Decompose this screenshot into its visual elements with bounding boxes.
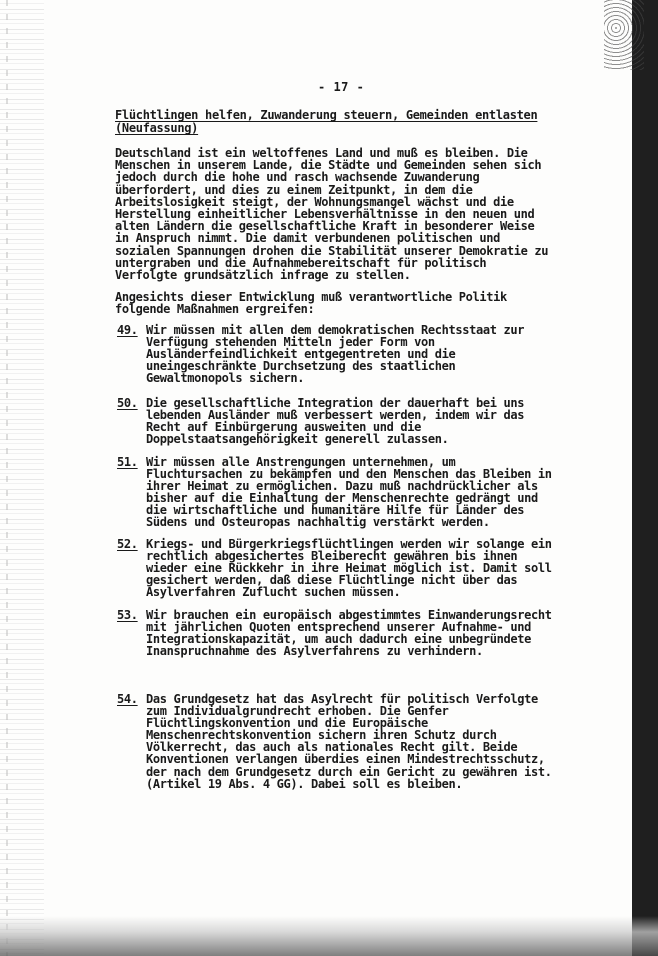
item-text: Das Grundgesetz hat das Asylrecht für politisch Verfolgte zum Individualgrundrecht erhoben. Die Genfer Flüchtlingskonvention und die Europäische Menschenrechtskonvention sichern ihren Schutz durch Völkerrecht, das auch als nationales Recht gilt. Beide Konventionen verlangen überdies einen Mindestrechtsschutz, der nach dem Grundgesetz durch ein Gericht zu gewähren ist. (Artikel 19 Abs. 4 GG). Dabei soll es bleiben. [146, 692, 552, 791]
intro-paragraph: Deutschland ist ein weltoffenes Land und muß es bleiben. Die Menschen in unserem Lande, die Städte und Gemeinden sehen sich jedoch durch die hohe und rasch wachsende Zuwanderung überfordert, und dies zu einem Zeitpunkt, in dem die Arbeitslosigkeit steigt, der Wohnungsmangel wächst und die Herstellung einheitlicher Lebensverhältnisse in den neuen und alten Ländern die gesellschaftliche Kraft in besonderer Weise in Anspruch nimmt. Die damit verbundenen politischen und sozialen Spannungen drohen die Stabilität unserer Demokratie zu untergraben und die Aufnahmebereitschaft für politisch Verfolgte grundsätzlich infrage zu stellen. [115, 146, 549, 283]
scan-edge-bottom [0, 916, 658, 956]
item-text: Wir müssen mit allen dem demokratischen Rechtsstaat zur Verfügung stehenden Mitteln jeder Form von Ausländerfeindlichkeit entgegentreten und die uneingeschränkte Durchsetzung des staatlichen Gewaltmonopols sichern. [146, 323, 525, 386]
item-text: Kriegs- und Bürgerkriegsflüchtlingen werden wir solange ein rechtlich abgesichertes Bleiberecht gewähren bis ihnen wieder eine Rückkehr in ihre Heimat möglich ist. Damit soll gesichert werden, daß diese Flüchtlinge nicht über das Asylverfahren Zuflucht suchen müssen. [146, 537, 552, 600]
item-text: Wir brauchen ein europäisch abgestimmtes Einwanderungsrecht mit jährlichen Quoten entsprechend unserer Aufnahme- und Integrationskapazität, um auch dadurch eine unbegründete Inanspruchnahme des Asylverfahrens zu verhindern. [146, 608, 552, 659]
item-number: 53. [117, 608, 138, 622]
item-number: 50. [117, 396, 138, 410]
item-text: Die gesellschaftliche Integration der dauerhaft bei uns lebenden Ausländer muß verbessert werden, indem wir das Recht auf Einbürgerung ausweiten und die Doppelstaatsangehörigkeit generell zulassen. [146, 396, 525, 447]
page-number: - 17 - [318, 80, 365, 94]
scan-noise-top-right [604, 0, 644, 70]
heading-line-2: (Neufassung) [115, 121, 199, 135]
item-number: 54. [117, 692, 138, 706]
item-text: Wir müssen alle Anstrengungen unternehmen, um Fluchtursachen zu bekämpfen und den Menschen das Bleiben in ihrer Heimat zu ermöglichen. Dazu muß nachdrücklicher als bisher auf die Einhaltung der Menschenrechte gedrängt und die wirtschaftliche und humanitäre Hilfe für Länder des Südens und Osteuropas nachhaltig verstärkt werden. [146, 455, 552, 530]
section-heading [115, 109, 565, 135]
lead-paragraph: Angesichts dieser Entwicklung muß verantwortliche Politik folgende Maßnahmen ergreifen: [115, 290, 507, 317]
item-number: 51. [117, 455, 138, 469]
scan-edge-left [0, 0, 44, 956]
scan-edge-right [632, 0, 658, 956]
item-number: 49. [117, 323, 138, 337]
heading-line-1: Flüchtlingen helfen, Zuwanderung steuern, Gemeinden entlasten [115, 108, 538, 122]
item-number: 52. [117, 537, 138, 551]
